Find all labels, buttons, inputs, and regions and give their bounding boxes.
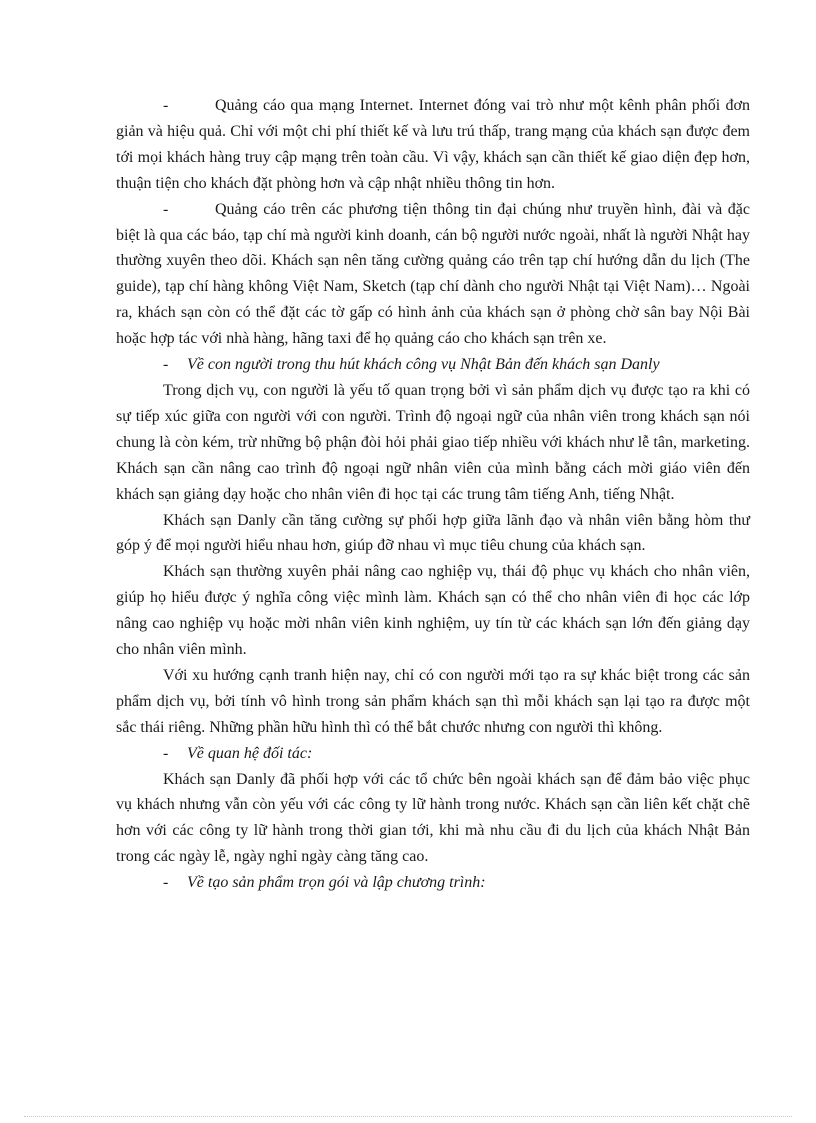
section-heading-partners [116, 741, 750, 767]
heading-dash: - [163, 874, 169, 892]
section-heading-packages [116, 870, 750, 896]
section-heading-people [116, 352, 750, 378]
paragraph: Khách sạn thường xuyên phải nâng cao nghiệp vụ, thái độ phục vụ khách cho nhân viên, giúp họ hiểu được ý nghĩa công việc mình làm. Khách sạn có thể cho nhân viên đi học các lớp nâng cao nghiệp vụ hoặc mời nhân viên kinh nghiệm, uy tín từ các khách sạn lớn đến giảng dạy cho nhân viên mình. [116, 563, 750, 659]
bullet-dash: - [163, 97, 169, 114]
heading-text: Về quan hệ đối tác: [187, 744, 313, 762]
heading-text: Về con người trong thu hút khách công vụ Nhật Bản đến khách sạn Danly [187, 356, 660, 374]
paragraph: Với xu hướng cạnh tranh hiện nay, chỉ có con người mới tạo ra sự khác biệt trong các sản phẩm dịch vụ, bởi tính vô hình trong sản phẩm khách sạn thì mỗi khách sạn lại tạo ra được một sắc thái riêng. Những phần hữu hình thì có thể bắt chước nhưng con người thì không. [116, 666, 750, 736]
paragraph: Khách sạn Danly cần tăng cường sự phối hợp giữa lãnh đạo và nhân viên bằng hòm thư góp ý để mọi người hiểu nhau hơn, giúp đỡ nhau vì mục tiêu chung của khách sạn. [116, 511, 750, 555]
bullet-text: Quảng cáo trên các phương tiện thông tin đại chúng như truyền hình, đài và đặc biệt là qua các báo, tạp chí mà người kinh doanh, cán bộ người nước ngoài, nhất là người Nhật hay thường xuyên theo dõi. Khách sạn nên tăng cường quảng cáo trên tạp chí hướng dẫn du lịch (The guide), tạp chí hàng không Việt Nam, Sketch (tạp chí dành cho người Nhật tại Việt Nam)… Ngoài ra, khách sạn còn có thể đặt các tờ gấp có hình ảnh của khách sạn ở phòng chờ sân bay Nội Bài hoặc hợp tác với nhà hàng, hãng taxi để họ quảng cáo cho khách sạn trên xe. [116, 200, 750, 348]
document-page [116, 93, 750, 896]
page-bottom-divider [24, 1116, 792, 1117]
heading-dash: - [163, 744, 169, 762]
bullet-internet-ads [116, 93, 750, 197]
bullet-media-ads [116, 197, 750, 352]
paragraph: Trong dịch vụ, con người là yếu tố quan trọng bởi vì sản phẩm dịch vụ được tạo ra khi có sự tiếp xúc giữa con người với con người. Trình độ ngoại ngữ của nhân viên trong khách sạn nói chung là còn kém, trừ những bộ phận đòi hỏi phải giao tiếp nhiều với khách như lễ tân, marketing. Khách sạn cần nâng cao trình độ ngoại ngữ nhân viên của mình bằng cách mời giáo viên đến khách sạn giảng dạy hoặc cho nhân viên đi học tại các trung tâm tiếng Anh, tiếng Nhật. [116, 381, 750, 503]
bullet-text: Quảng cáo qua mạng Internet. Internet đóng vai trò như một kênh phân phối đơn giản và hiệu quả. Chỉ với một chi phí thiết kế và lưu trú thấp, trang mạng của khách sạn được đem tới mọi khách hàng truy cập mạng trên toàn cầu. Vì vậy, khách sạn cần thiết kế giao diện đẹp hơn, thuận tiện cho khách đặt phòng hơn và cập nhật nhiều thông tin hơn. [116, 97, 750, 192]
paragraph: Khách sạn Danly đã phối hợp với các tổ chức bên ngoài khách sạn để đảm bảo việc phục vụ khách nhưng vẫn còn yếu với các công ty lữ hành trong nước. Khách sạn cần liên kết chặt chẽ hơn với các công ty lữ hành trong thời gian tới, khi mà nhu cầu đi du lịch của khách Nhật Bản trong các ngày lễ, ngày nghỉ ngày càng tăng cao. [116, 770, 750, 866]
bullet-dash: - [163, 200, 169, 218]
heading-dash: - [163, 356, 169, 374]
heading-text: Về tạo sản phẩm trọn gói và lập chương trình: [187, 874, 486, 892]
